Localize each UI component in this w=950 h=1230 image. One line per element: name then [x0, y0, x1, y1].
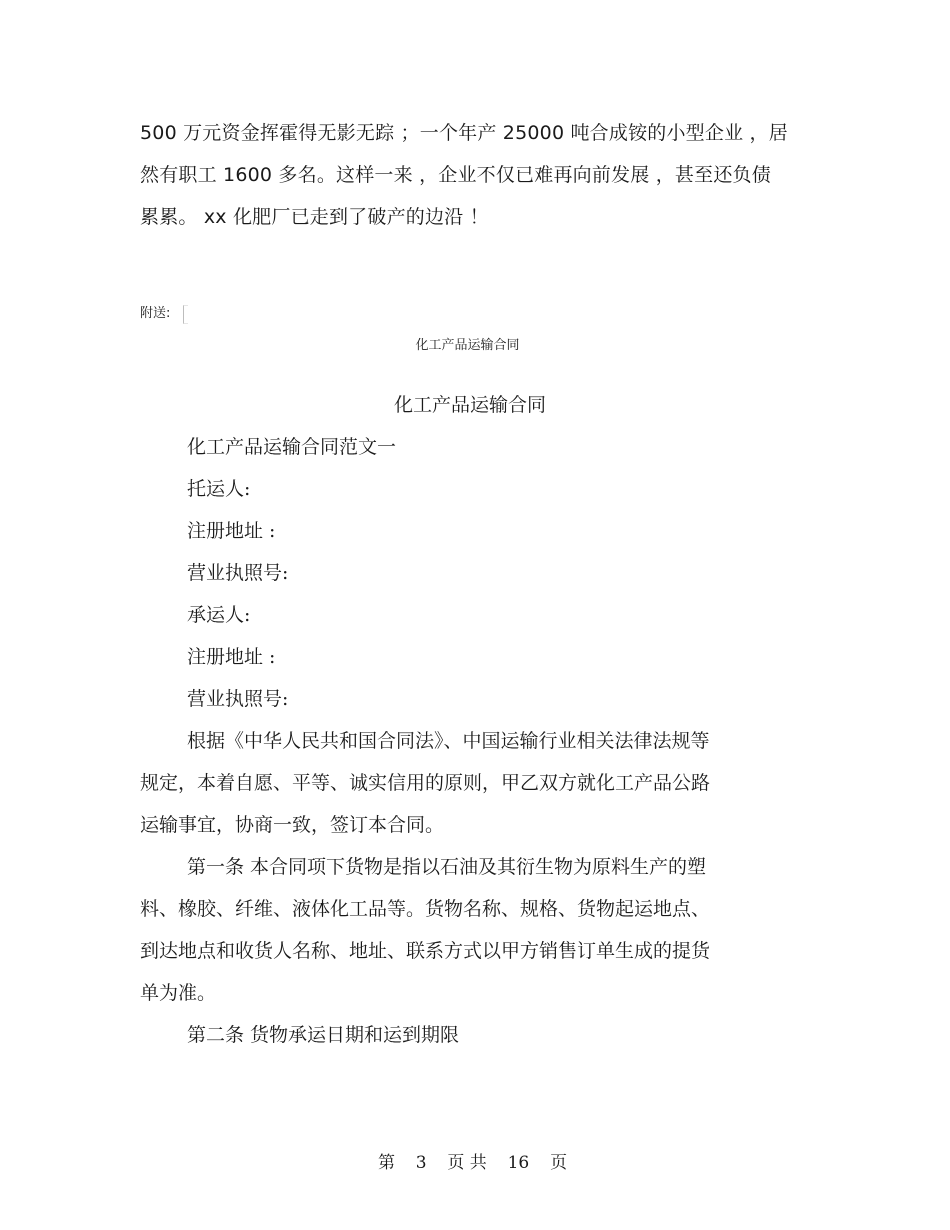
- article-1-line: 单为准。: [140, 982, 217, 1004]
- shipper-license-label: 营业执照号:: [187, 562, 289, 584]
- footer-prefix: 第: [377, 1153, 395, 1173]
- carrier-license-label: 营业执照号:: [187, 688, 289, 710]
- paragraph-line: 根据《中华人民共和国合同法》、中国运输行业相关法律法规等: [187, 730, 710, 752]
- article-1-line: 到达地点和收货人名称、地址、联系方式以甲方销售订单生成的提货: [140, 940, 711, 962]
- current-page-number: 3: [415, 1153, 427, 1173]
- paragraph-line: 运输事宜，协商一致，签订本合同。: [140, 814, 445, 836]
- intro-line: 然有职工 1600 多名。这样一来 ，企业不仅已难再向前发展 ，甚至还负债: [140, 164, 771, 186]
- total-pages-number: 16: [507, 1153, 530, 1173]
- article-1-line: 第一条 本合同项下货物是指以石油及其衍生物为原料生产的塑: [187, 856, 707, 878]
- article-1-line: 料、橡胶、纤维、液体化工品等。货物名称、规格、货物起运地点、: [140, 898, 711, 920]
- paragraph-line: 规定，本着自愿、平等、诚实信用的原则，甲乙双方就化工产品公路: [140, 772, 711, 794]
- attachment-label: 附送:: [140, 306, 171, 321]
- article-2-heading: 第二条 货物承运日期和运到期限: [187, 1024, 460, 1046]
- carrier-address-label: 注册地址 :: [187, 646, 276, 668]
- contract-body: [140, 384, 780, 1056]
- shipper-label: 托运人:: [187, 478, 251, 500]
- attachment-field: [183, 305, 188, 324]
- intro-line: 累累。 xx 化肥厂已走到了破产的边沿 ！: [140, 206, 489, 228]
- intro-line: 500 万元资金挥霍得无影无踪 ；一个年产 25000 吨合成铵的小型企业 ，居: [140, 122, 788, 144]
- shipper-address-label: 注册地址 :: [187, 520, 276, 542]
- contract-subtitle: 化工产品运输合同范文一: [187, 436, 397, 458]
- section-small-title: 化工产品运输合同: [415, 338, 520, 353]
- carrier-label: 承运人:: [187, 604, 251, 626]
- intro-paragraph: [140, 112, 820, 238]
- footer-suffix: 页: [550, 1153, 568, 1173]
- contract-title: 化工产品运输合同: [393, 394, 546, 416]
- page-footer: [0, 1152, 945, 1174]
- footer-middle: 页 共: [447, 1153, 487, 1173]
